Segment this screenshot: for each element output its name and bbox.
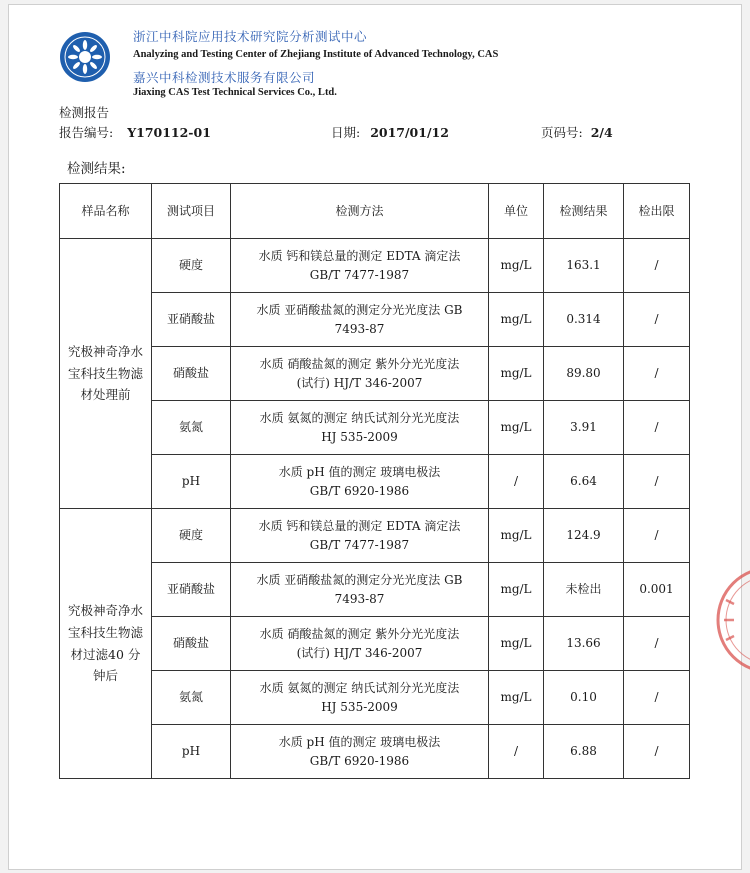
test-item-cell: 亚硝酸盐 <box>152 293 231 347</box>
detection-limit-cell: / <box>624 725 690 779</box>
report-date: 2017/01/12 <box>370 125 449 140</box>
cas-logo-icon <box>59 31 111 83</box>
test-item-cell: pH <box>152 455 231 509</box>
result-cell: 未检出 <box>544 563 624 617</box>
table-row <box>60 617 690 671</box>
test-method-line-2: GB/T 7477-1987 <box>309 267 410 282</box>
test-method-line-2: GB/T 6920-1986 <box>309 753 410 768</box>
detection-limit-cell: / <box>624 509 690 563</box>
test-item-cell: 亚硝酸盐 <box>152 563 231 617</box>
test-method-line-1: 水质 pH 值的测定 玻璃电极法 <box>278 464 441 479</box>
header-test-method: 检测方法 <box>231 184 489 239</box>
table-header-row <box>60 184 690 239</box>
test-method-line-2: 7493-87 <box>334 321 385 336</box>
test-item-cell: 硬度 <box>152 239 231 293</box>
test-method-line-2: 7493-87 <box>334 591 385 606</box>
report-number-row <box>59 123 211 141</box>
table-row <box>60 455 690 509</box>
test-method-cell <box>231 509 489 563</box>
unit-cell: mg/L <box>489 671 544 725</box>
company-name-cn: 嘉兴中科检测技术服务有限公司 <box>133 70 316 85</box>
unit-cell: mg/L <box>489 563 544 617</box>
test-item-cell: 硝酸盐 <box>152 347 231 401</box>
table-row <box>60 293 690 347</box>
test-method-line-2: (试行) HJ/T 346-2007 <box>296 645 423 660</box>
test-method-cell <box>231 401 489 455</box>
test-method-line-2: GB/T 6920-1986 <box>309 483 410 498</box>
test-method-line-2: (试行) HJ/T 346-2007 <box>296 375 423 390</box>
report-number: Y170112-01 <box>127 125 211 140</box>
detection-limit-cell: / <box>624 671 690 725</box>
detection-limit-cell: / <box>624 293 690 347</box>
report-page-number: 2/4 <box>590 125 613 140</box>
test-method-line-1: 水质 钙和镁总量的测定 EDTA 滴定法 <box>258 248 461 263</box>
test-method-line-1: 水质 硝酸盐氮的测定 紫外分光光度法 <box>259 626 460 641</box>
report-date-row <box>331 123 449 141</box>
org-name-cn: 浙江中科院应用技术研究院分析测试中心 <box>133 29 368 44</box>
detection-limit-cell: / <box>624 239 690 293</box>
table-row <box>60 347 690 401</box>
test-method-line-1: 水质 亚硝酸盐氮的测定分光光度法 GB <box>256 302 463 317</box>
test-method-cell <box>231 293 489 347</box>
table-row <box>60 401 690 455</box>
detection-limit-cell: 0.001 <box>624 563 690 617</box>
report-title: 检测报告 <box>59 105 110 120</box>
unit-cell: mg/L <box>489 509 544 563</box>
table-row <box>60 671 690 725</box>
unit-cell: mg/L <box>489 347 544 401</box>
result-cell: 0.10 <box>544 671 624 725</box>
results-title: 检测结果: <box>67 161 126 177</box>
company-name-en: Jiaxing CAS Test Technical Services Co., Ltd. <box>133 87 337 98</box>
table-row <box>60 563 690 617</box>
test-item-cell: 氨氮 <box>152 401 231 455</box>
red-seal-stamp-icon <box>712 560 750 680</box>
test-method-line-1: 水质 钙和镁总量的测定 EDTA 滴定法 <box>258 518 461 533</box>
result-cell: 163.1 <box>544 239 624 293</box>
header-detection-limit: 检出限 <box>624 184 690 239</box>
report-page-row <box>541 123 613 141</box>
table-row <box>60 239 690 293</box>
result-cell: 89.80 <box>544 347 624 401</box>
test-item-cell: 硝酸盐 <box>152 617 231 671</box>
table-row <box>60 725 690 779</box>
test-method-line-2: GB/T 7477-1987 <box>309 537 410 552</box>
result-cell: 0.314 <box>544 293 624 347</box>
table-row <box>60 509 690 563</box>
test-method-cell <box>231 455 489 509</box>
test-item-cell: pH <box>152 725 231 779</box>
report-page-label: 页码号: <box>541 125 583 140</box>
report-page <box>8 4 742 870</box>
test-method-line-2: HJ 535-2009 <box>321 429 398 444</box>
result-cell: 6.64 <box>544 455 624 509</box>
unit-cell: mg/L <box>489 401 544 455</box>
unit-cell: / <box>489 455 544 509</box>
report-date-label: 日期: <box>331 125 361 140</box>
header-unit: 单位 <box>489 184 544 239</box>
test-method-cell <box>231 563 489 617</box>
result-cell: 6.88 <box>544 725 624 779</box>
test-item-cell: 硬度 <box>152 509 231 563</box>
test-method-line-1: 水质 亚硝酸盐氮的测定分光光度法 GB <box>256 572 463 587</box>
unit-cell: mg/L <box>489 239 544 293</box>
detection-limit-cell: / <box>624 455 690 509</box>
result-cell: 3.91 <box>544 401 624 455</box>
result-cell: 13.66 <box>544 617 624 671</box>
sample-name-cell: 究极神奇净水宝科技生物滤材处理前 <box>60 239 152 509</box>
detection-limit-cell: / <box>624 347 690 401</box>
test-method-cell <box>231 347 489 401</box>
test-method-cell <box>231 725 489 779</box>
test-method-line-1: 水质 氨氮的测定 纳氏试剂分光光度法 <box>259 410 460 425</box>
sample-name-cell: 究极神奇净水宝科技生物滤材过滤40 分钟后 <box>60 509 152 779</box>
result-cell: 124.9 <box>544 509 624 563</box>
test-method-cell <box>231 671 489 725</box>
test-item-cell: 氨氮 <box>152 671 231 725</box>
unit-cell: / <box>489 725 544 779</box>
header-sample-name: 样品名称 <box>60 184 152 239</box>
header-result: 检测结果 <box>544 184 624 239</box>
detection-limit-cell: / <box>624 401 690 455</box>
unit-cell: mg/L <box>489 293 544 347</box>
results-table <box>59 183 690 779</box>
test-method-cell <box>231 239 489 293</box>
test-method-line-1: 水质 pH 值的测定 玻璃电极法 <box>278 734 441 749</box>
report-number-label: 报告编号: <box>59 125 114 140</box>
test-method-line-1: 水质 硝酸盐氮的测定 紫外分光光度法 <box>259 356 460 371</box>
org-name-en: Analyzing and Testing Center of Zhejiang Institute of Advanced Technology, CAS <box>133 49 499 60</box>
header-test-item: 测试项目 <box>152 184 231 239</box>
unit-cell: mg/L <box>489 617 544 671</box>
test-method-cell <box>231 617 489 671</box>
detection-limit-cell: / <box>624 617 690 671</box>
test-method-line-1: 水质 氨氮的测定 纳氏试剂分光光度法 <box>259 680 460 695</box>
test-method-line-2: HJ 535-2009 <box>321 699 398 714</box>
